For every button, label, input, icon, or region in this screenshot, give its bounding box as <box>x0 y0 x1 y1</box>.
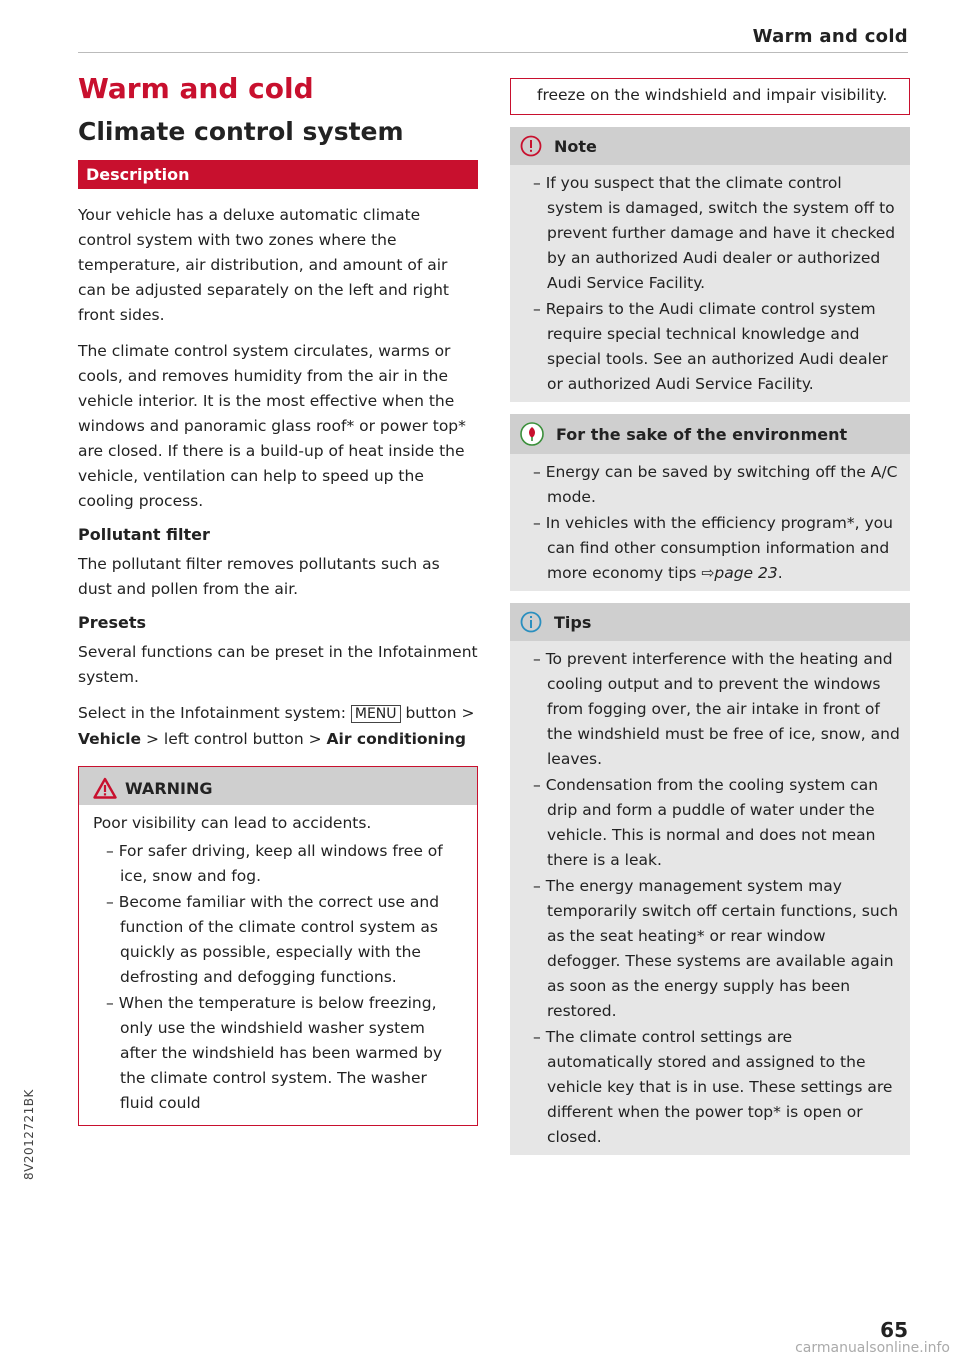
tips-title: Tips <box>554 612 592 632</box>
menu-path-paragraph: Select in the Infotainment system: MENU button > Vehicle > left control button > Air conditioning <box>78 704 475 748</box>
info-icon <box>520 611 542 633</box>
air-conditioning-menu-item: Air conditioning <box>326 730 467 748</box>
note-header <box>510 127 910 165</box>
arrow-icon: ⇨ <box>701 564 715 582</box>
warning-continued-text: freeze on the windshield and impair visibility. <box>537 86 888 104</box>
warning-box <box>78 766 478 1126</box>
list-item: – Energy can be saved by switching off the A/C mode. <box>520 460 900 510</box>
intro-paragraph: Your vehicle has a deluxe automatic climate control system with two zones where the temperature, air distribution, and amount of air can be adjusted separately on the left and right front sides. <box>78 206 449 324</box>
right-column <box>510 78 910 1167</box>
list-item: – When the temperature is below freezing, only use the windshield washer system after the windshield has been warmed by the climate control system. The washer fluid could <box>93 991 463 1116</box>
page-number: 65 <box>880 1318 908 1342</box>
presets-paragraph: Several functions can be preset in the Infotainment system. <box>78 643 478 686</box>
warning-title: WARNING <box>125 778 213 798</box>
header-rule <box>78 52 908 53</box>
tips-body <box>510 641 910 1155</box>
section-title: Climate control system <box>78 117 404 146</box>
description-bar: Description <box>78 160 478 189</box>
pollutant-filter-heading: Pollutant filter <box>78 525 210 544</box>
list-item: – The energy management system may temporarily switch off certain functions, such as the seat heating* or rear window defogger. These systems are available again as soon as the energy supply has been restored. <box>520 874 900 1024</box>
vehicle-menu-item: Vehicle <box>78 730 142 748</box>
running-header: Warm and cold <box>752 26 908 47</box>
note-title: Note <box>554 136 597 156</box>
left-column <box>78 72 478 1126</box>
list-item: – Become familiar with the correct use and function of the climate control system as quickly as possible, especially with the defrosting and defogging functions. <box>93 890 463 990</box>
note-list <box>520 171 900 397</box>
list-item: – Condensation from the cooling system can drip and form a puddle of water under the vehicle. This is normal and does not mean there is a leak. <box>520 773 900 873</box>
warning-continuation <box>510 78 910 115</box>
pollutant-filter-paragraph: The pollutant filter removes pollutants such as dust and pollen from the air. <box>78 555 440 598</box>
tips-header <box>510 603 910 641</box>
note-body <box>510 165 910 402</box>
note-exclamation-icon <box>520 135 542 157</box>
warning-triangle-icon <box>93 777 117 799</box>
warning-header <box>79 767 477 805</box>
list-item: – Repairs to the Audi climate control system require special technical knowledge and special tools. See an authorized Audi dealer or authorized Audi Service Facility. <box>520 297 900 397</box>
document-code: 8V2012721BK <box>22 1089 36 1180</box>
warning-list <box>93 839 463 1116</box>
environment-title: For the sake of the environment <box>556 424 848 444</box>
tips-list <box>520 647 900 1150</box>
chapter-title: Warm and cold <box>78 72 314 105</box>
menu-key: MENU <box>351 705 401 723</box>
warning-body <box>79 805 477 1125</box>
environment-box <box>510 414 910 591</box>
tips-box <box>510 603 910 1155</box>
watermark: carmanualsonline.info <box>795 1340 950 1356</box>
list-item: – The climate control settings are automatically stored and assigned to the vehicle key that is in use. These settings are different when the power top* is open or closed. <box>520 1025 900 1150</box>
page-reference-link[interactable]: page 23 <box>714 564 778 582</box>
environment-list <box>520 460 900 586</box>
list-item: – For safer driving, keep all windows free of ice, snow and fog. <box>93 839 463 889</box>
note-box <box>510 127 910 402</box>
environment-header <box>510 414 910 454</box>
list-item: – If you suspect that the climate control system is damaged, switch the system off to prevent further damage and have it checked by an authorized Audi dealer or authorized Audi Service Facility. <box>520 171 900 296</box>
function-paragraph: The climate control system circulates, warms or cools, and removes humidity from the air in the vehicle interior. It is the most effective when the windows and panoramic glass roof* or power top* are closed. If there is a build-up of heat inside the vehicle, ventilation can help to speed up the cooling process. <box>78 342 466 510</box>
list-item: – In vehicles with the efficiency program*, you can find other consumption information and more economy tips ⇨page 23. <box>520 511 900 586</box>
presets-heading: Presets <box>78 613 147 632</box>
list-item: – To prevent interference with the heating and cooling output and to prevent the windows from fogging over, the air intake in front of the windshield must be free of ice, snow, and leaves. <box>520 647 900 772</box>
leaf-icon <box>520 422 544 446</box>
environment-body <box>510 454 910 591</box>
warning-intro: Poor visibility can lead to accidents. <box>93 814 372 832</box>
